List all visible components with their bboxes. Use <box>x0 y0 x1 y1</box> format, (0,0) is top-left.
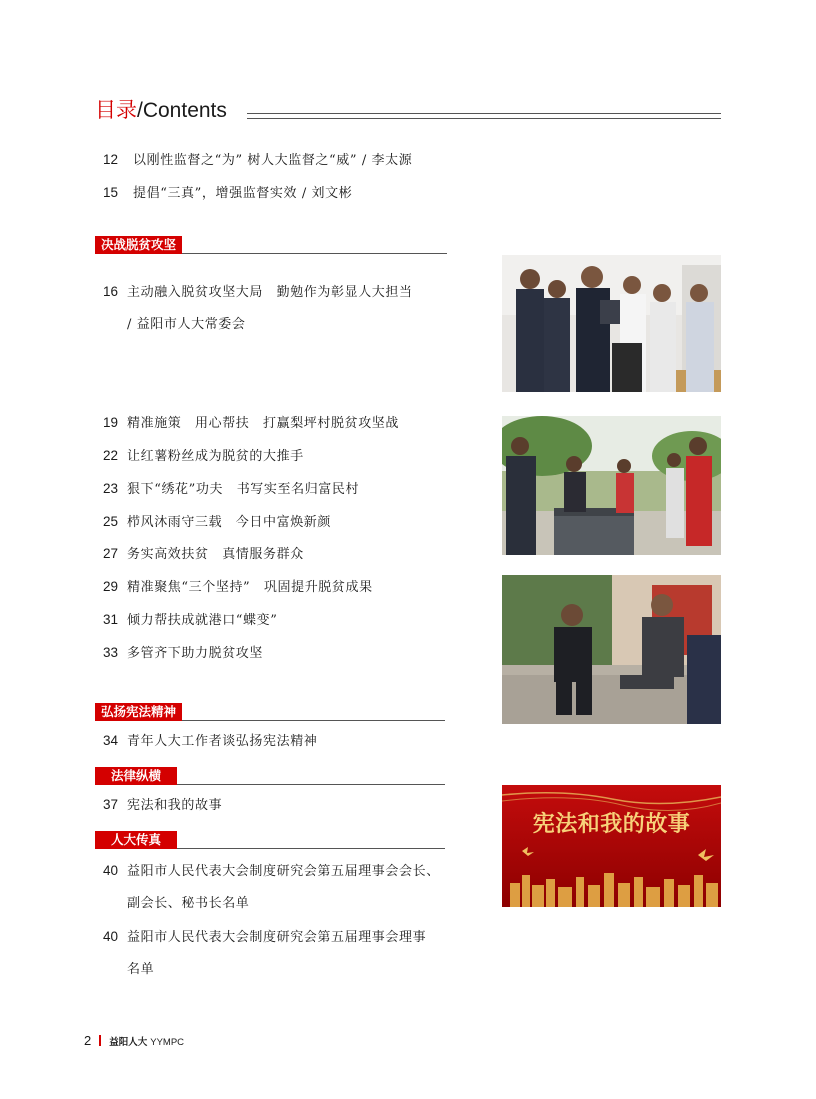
page-title <box>95 94 227 124</box>
toc-entry[interactable] <box>103 863 440 880</box>
entry-title: 倾力帮扶成就港口“蝶变” <box>127 613 278 628</box>
toc-entry-continuation[interactable] <box>127 962 154 978</box>
entry-title: 栉风沐雨守三载 今日中富焕新颜 <box>127 515 332 530</box>
entry-title: 宪法和我的故事 <box>127 798 223 813</box>
toc-entry[interactable] <box>103 929 426 946</box>
entry-page: 19 <box>103 415 119 430</box>
toc-entry[interactable] <box>103 415 399 432</box>
entry-page: 33 <box>103 645 119 660</box>
section-header-law <box>95 767 445 785</box>
entry-title: 精准施策 用心帮扶 打赢梨坪村脱贫攻坚战 <box>127 416 400 431</box>
toc-entry[interactable] <box>103 797 222 814</box>
entry-page: 23 <box>103 481 119 496</box>
entry-page: 37 <box>103 797 119 812</box>
entry-title: 益阳市人民代表大会制度研究会第五届理事会理事 <box>127 930 427 945</box>
entry-page: 27 <box>103 546 119 561</box>
toc-entry[interactable] <box>103 546 304 563</box>
magazine-name: 益阳人大 <box>109 1037 148 1048</box>
photo-inspection <box>502 255 721 392</box>
toc-entry[interactable] <box>103 514 331 531</box>
entry-page: 29 <box>103 579 119 594</box>
photo-conversation <box>502 575 721 724</box>
photo-village-visit <box>502 416 721 555</box>
title-double-rule <box>247 113 721 119</box>
section-label: 法律纵横 <box>95 767 177 785</box>
section-label: 决战脱贫攻坚 <box>95 236 182 254</box>
title-english: /Contents <box>137 99 227 122</box>
entry-title: 青年人大工作者谈弘扬宪法精神 <box>127 734 318 749</box>
section-header-constitution <box>95 703 445 721</box>
page-footer <box>84 1033 184 1048</box>
toc-entry[interactable] <box>103 481 359 498</box>
toc-entry-continuation[interactable] <box>127 317 246 333</box>
section-label: 人大传真 <box>95 831 177 849</box>
entry-title: 主动融入脱贫攻坚大局 勤勉作为彰显人大担当 <box>127 285 413 300</box>
toc-entry[interactable] <box>103 579 373 596</box>
entry-page: 40 <box>103 863 119 878</box>
entry-title: 以刚性监督之“为” 树人大监督之“威” / 李太源 <box>133 153 413 168</box>
section-header-poverty <box>95 236 447 254</box>
magazine-name-en: YYMPC <box>150 1037 185 1048</box>
entry-page: 22 <box>103 448 119 463</box>
entry-title-continued: 副会长、秘书长名单 <box>127 896 250 911</box>
entry-page: 31 <box>103 612 119 627</box>
entry-page: 12 <box>103 152 119 167</box>
toc-entry[interactable] <box>103 185 352 202</box>
entry-title-continued: 名单 <box>127 962 155 977</box>
entry-author: / 益阳市人大常委会 <box>127 317 246 332</box>
entry-title: 务实高效扶贫 真情服务群众 <box>127 547 304 562</box>
section-label: 弘扬宪法精神 <box>95 703 182 721</box>
toc-entry[interactable] <box>103 448 304 465</box>
toc-entry[interactable] <box>103 612 278 629</box>
footer-divider <box>99 1035 101 1046</box>
entry-page: 34 <box>103 733 119 748</box>
toc-entry[interactable] <box>103 284 413 301</box>
banner-title: 宪法和我的故事 <box>532 812 691 837</box>
entry-title: 提倡“三真”，增强监督实效 / 刘文彬 <box>133 186 353 201</box>
page-number: 2 <box>84 1033 92 1048</box>
entry-page: 25 <box>103 514 119 529</box>
entry-title: 让红薯粉丝成为脱贫的大推手 <box>127 449 304 464</box>
title-chinese: 目录 <box>95 99 137 122</box>
entry-page: 15 <box>103 185 119 200</box>
toc-entry-continuation[interactable] <box>127 896 249 912</box>
entry-page: 16 <box>103 284 119 299</box>
toc-entry[interactable] <box>103 733 317 750</box>
entry-page: 40 <box>103 929 119 944</box>
entry-title: 益阳市人民代表大会制度研究会第五届理事会会长、 <box>127 864 440 879</box>
toc-entry[interactable] <box>103 645 263 662</box>
toc-entry[interactable] <box>103 152 412 169</box>
entry-title: 多管齐下助力脱贫攻坚 <box>127 646 264 661</box>
banner-constitution-story <box>502 785 721 907</box>
entry-title: 精准聚焦“三个坚持” 巩固提升脱贫成果 <box>127 580 373 595</box>
section-header-fax <box>95 831 445 849</box>
entry-title: 狠下“绣花”功夫 书写实至名归富民村 <box>127 482 360 497</box>
